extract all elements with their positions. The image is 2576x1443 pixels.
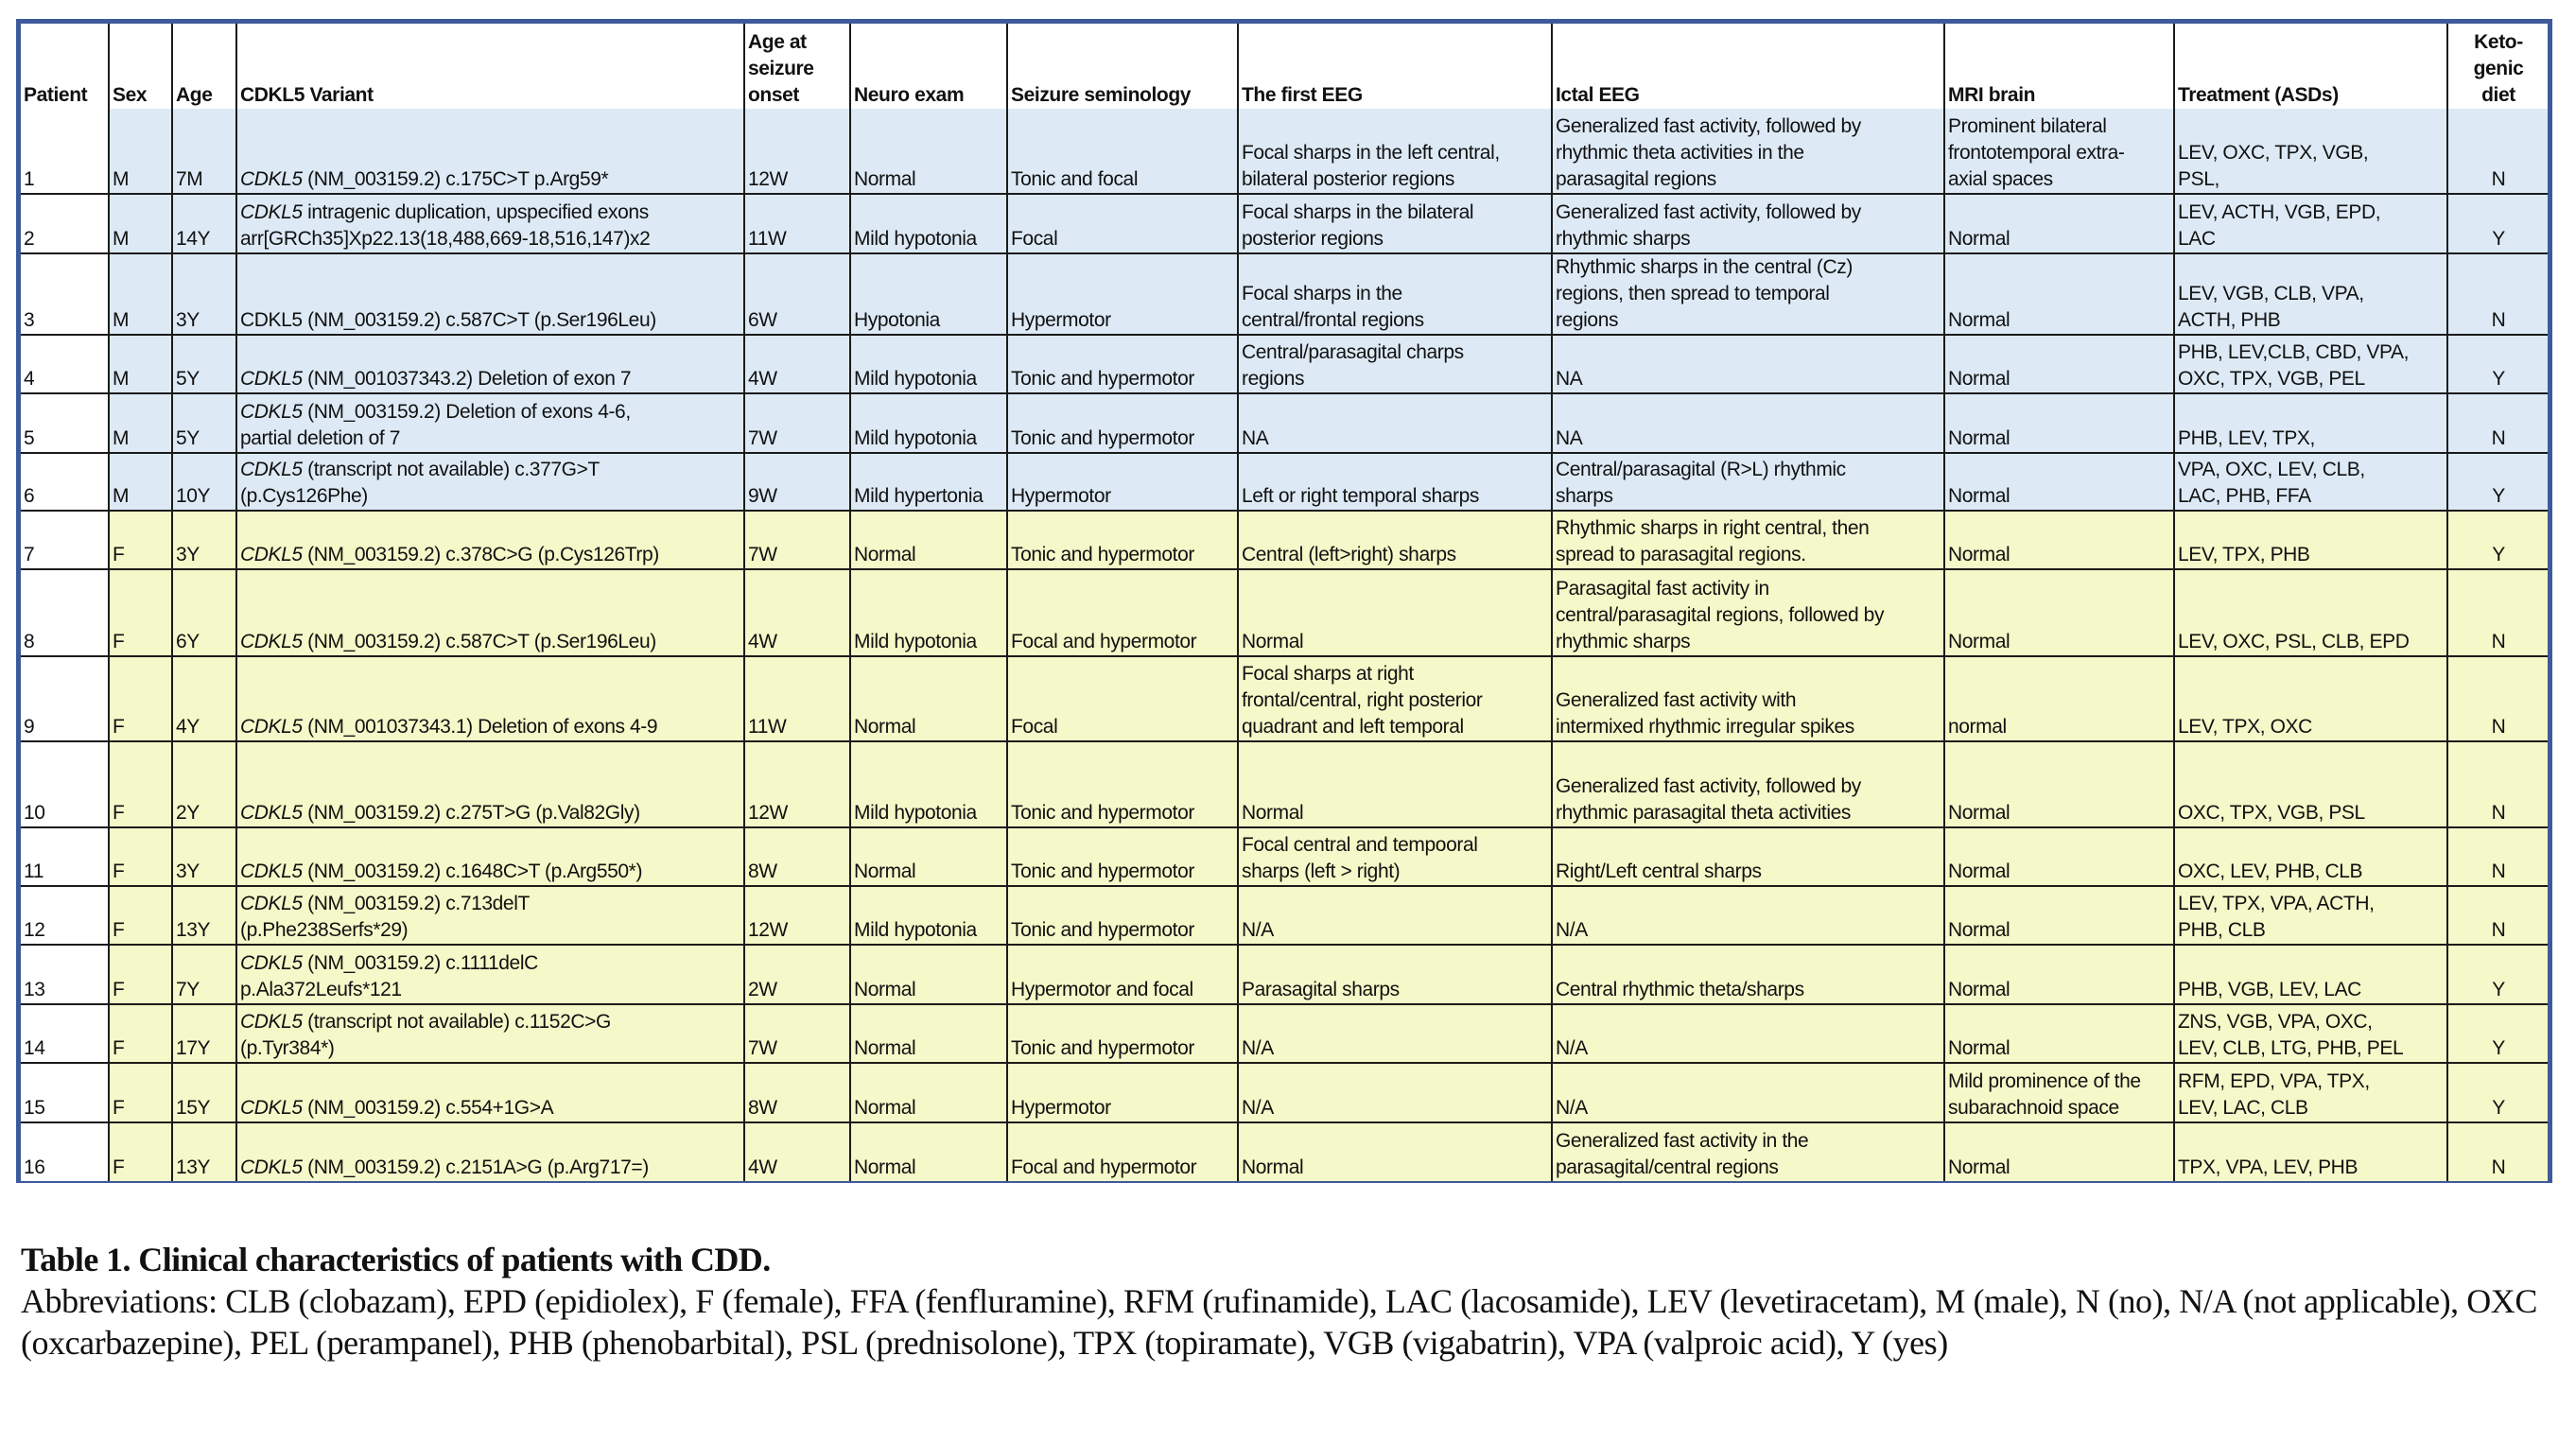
cell-treatment: PHB, VGB, LEV, LAC: [2174, 945, 2447, 1004]
cell-ictal-eeg: Generalized fast activity, followed by rhythmic sharps: [1552, 194, 1944, 253]
cell-mri-brain: Normal: [1944, 335, 2174, 393]
cell-treatment: RFM, EPD, VPA, TPX, LEV, LAC, CLB: [2174, 1063, 2447, 1122]
cell-cdkl5-variant: [236, 656, 744, 741]
cell-treatment: OXC, TPX, VGB, PSL: [2174, 741, 2447, 827]
cell-age-at-onset: 12W: [744, 741, 850, 827]
cell-ictal-eeg: Rhythmic sharps in the central (Cz) regions, then spread to temporal regions: [1552, 253, 1944, 335]
header-ictal-eeg: Ictal EEG: [1552, 24, 1944, 109]
cell-age: 13Y: [172, 1122, 236, 1181]
cell-cdkl5-variant: [236, 569, 744, 656]
cell-seizure-seminology: Hypermotor and focal: [1007, 945, 1238, 1004]
cell-ketogenic-diet: N: [2447, 656, 2548, 741]
variant-detail: (NM_001037343.2) Deletion of exon 7: [302, 368, 632, 390]
cell-age-at-onset: 7W: [744, 393, 850, 453]
cell-seizure-seminology: Focal: [1007, 656, 1238, 741]
cell-cdkl5-variant: [236, 827, 744, 886]
table-row: [21, 335, 2548, 393]
cell-age: 6Y: [172, 569, 236, 656]
cell-cdkl5-variant: [236, 253, 744, 335]
cell-cdkl5-variant: [236, 393, 744, 453]
table-row: [21, 393, 2548, 453]
cell-age-at-onset: 4W: [744, 335, 850, 393]
cell-age: 5Y: [172, 393, 236, 453]
cell-age: 13Y: [172, 886, 236, 945]
cell-ictal-eeg: Central rhythmic theta/sharps: [1552, 945, 1944, 1004]
cell-age: 7M: [172, 109, 236, 194]
variant-detail: (NM_003159.2) c.587C>T (p.Ser196Leu): [302, 631, 656, 652]
cell-neuro-exam: Hypotonia: [850, 253, 1007, 335]
cell-mri-brain: Normal: [1944, 194, 2174, 253]
variant-detail: (NM_001037343.1) Deletion of exons 4-9: [302, 716, 658, 738]
cell-first-eeg: NA: [1238, 393, 1552, 453]
gene-name: CDKL5: [240, 401, 303, 423]
cell-patient: 2: [21, 194, 109, 253]
cell-ketogenic-diet: N: [2447, 741, 2548, 827]
caption-abbreviations: Abbreviations: CLB (clobazam), EPD (epidiolex), F (female), FFA (fenfluramine), RFM (rufinamide), LAC (lacosamide), LEV (levetiracetam), M (male), N (no), N/A (not applicable), OXC (oxcarbazepine), PEL (perampanel), PHB (phenobarbital), PSL (prednisolone), TPX (topiramate), VGB (vigabatrin), VPA (valproic acid), Y (yes): [21, 1282, 2537, 1362]
cell-sex: M: [109, 393, 172, 453]
cell-seizure-seminology: Hypermotor: [1007, 1063, 1238, 1122]
cell-age-at-onset: 12W: [744, 886, 850, 945]
cell-neuro-exam: Normal: [850, 109, 1007, 194]
gene-name: CDKL5: [240, 544, 303, 565]
cell-neuro-exam: Normal: [850, 511, 1007, 569]
cell-treatment: ZNS, VGB, VPA, OXC, LEV, CLB, LTG, PHB, PEL: [2174, 1004, 2447, 1063]
cell-age: 10Y: [172, 453, 236, 511]
cell-sex: F: [109, 827, 172, 886]
cell-first-eeg: Normal: [1238, 1122, 1552, 1181]
cell-ictal-eeg: Generalized fast activity, followed by rhythmic theta activities in the parasagital regions: [1552, 109, 1944, 194]
cell-cdkl5-variant: [236, 1063, 744, 1122]
cell-patient: 5: [21, 393, 109, 453]
cell-ketogenic-diet: Y: [2447, 511, 2548, 569]
cell-mri-brain: Normal: [1944, 945, 2174, 1004]
cell-sex: M: [109, 109, 172, 194]
table-row: [21, 945, 2548, 1004]
cell-mri-brain: Normal: [1944, 1004, 2174, 1063]
cell-treatment: VPA, OXC, LEV, CLB, LAC, PHB, FFA: [2174, 453, 2447, 511]
header-treatment: Treatment (ASDs): [2174, 24, 2447, 109]
cell-ketogenic-diet: Y: [2447, 194, 2548, 253]
cell-seizure-seminology: Focal: [1007, 194, 1238, 253]
cell-ictal-eeg: N/A: [1552, 886, 1944, 945]
cell-treatment: LEV, TPX, VPA, ACTH, PHB, CLB: [2174, 886, 2447, 945]
cell-patient: 3: [21, 253, 109, 335]
variant-detail: CDKL5 (NM_003159.2) c.587C>T (p.Ser196Leu): [240, 309, 656, 331]
cell-patient: 1: [21, 109, 109, 194]
cell-first-eeg: N/A: [1238, 1063, 1552, 1122]
cell-neuro-exam: Mild hypotonia: [850, 194, 1007, 253]
variant-detail: (NM_003159.2) c.713delT (p.Phe238Serfs*29): [240, 893, 530, 941]
cell-age: 5Y: [172, 335, 236, 393]
cell-cdkl5-variant: [236, 741, 744, 827]
cell-mri-brain: Normal: [1944, 453, 2174, 511]
cell-seizure-seminology: Tonic and hypermotor: [1007, 886, 1238, 945]
cell-cdkl5-variant: [236, 945, 744, 1004]
cell-first-eeg: Focal sharps in the bilateral posterior regions: [1238, 194, 1552, 253]
cell-first-eeg: Focal central and tempooral sharps (left > right): [1238, 827, 1552, 886]
cell-seizure-seminology: Hypermotor: [1007, 453, 1238, 511]
cell-mri-brain: Normal: [1944, 886, 2174, 945]
header-row: [21, 24, 2548, 109]
variant-detail: (NM_003159.2) c.1648C>T (p.Arg550*): [302, 861, 643, 882]
gene-name: CDKL5: [240, 716, 303, 738]
cell-ketogenic-diet: Y: [2447, 1004, 2548, 1063]
cell-patient: 8: [21, 569, 109, 656]
cell-age-at-onset: 9W: [744, 453, 850, 511]
cell-neuro-exam: Normal: [850, 827, 1007, 886]
cell-neuro-exam: Mild hypotonia: [850, 393, 1007, 453]
variant-detail: (NM_003159.2) c.275T>G (p.Val82Gly): [302, 802, 640, 824]
cell-seizure-seminology: Tonic and hypermotor: [1007, 827, 1238, 886]
table-row: [21, 827, 2548, 886]
cell-ictal-eeg: N/A: [1552, 1004, 1944, 1063]
cell-ictal-eeg: NA: [1552, 393, 1944, 453]
cell-age: 17Y: [172, 1004, 236, 1063]
cell-neuro-exam: Mild hypertonia: [850, 453, 1007, 511]
cell-seizure-seminology: Tonic and hypermotor: [1007, 1004, 1238, 1063]
variant-detail: intragenic duplication, upspecified exons arr[GRCh35]Xp22.13(18,488,669-18,516,147)x2: [240, 201, 651, 250]
cell-first-eeg: N/A: [1238, 1004, 1552, 1063]
header-sex: Sex: [109, 24, 172, 109]
gene-name: CDKL5: [240, 168, 303, 190]
cell-sex: F: [109, 511, 172, 569]
cell-sex: F: [109, 741, 172, 827]
cell-sex: M: [109, 194, 172, 253]
cell-age: 3Y: [172, 827, 236, 886]
cell-cdkl5-variant: [236, 1004, 744, 1063]
cell-sex: F: [109, 1063, 172, 1122]
cell-first-eeg: Parasagital sharps: [1238, 945, 1552, 1004]
variant-detail: (NM_003159.2) c.378C>G (p.Cys126Trp): [302, 544, 659, 565]
cell-patient: 10: [21, 741, 109, 827]
cell-cdkl5-variant: [236, 335, 744, 393]
cell-patient: 4: [21, 335, 109, 393]
header-cdkl5-variant: CDKL5 Variant: [236, 24, 744, 109]
cell-age: 2Y: [172, 741, 236, 827]
cell-first-eeg: Focal sharps in the left central, bilateral posterior regions: [1238, 109, 1552, 194]
cell-ictal-eeg: Central/parasagital (R>L) rhythmic sharps: [1552, 453, 1944, 511]
cell-seizure-seminology: Tonic and focal: [1007, 109, 1238, 194]
table-row: [21, 741, 2548, 827]
cell-ketogenic-diet: Y: [2447, 1063, 2548, 1122]
table-body: [21, 109, 2548, 1181]
variant-detail: (NM_003159.2) c.175C>T p.Arg59*: [302, 168, 609, 190]
cell-age: 14Y: [172, 194, 236, 253]
gene-name: CDKL5: [240, 201, 303, 223]
cell-age-at-onset: 7W: [744, 1004, 850, 1063]
cell-cdkl5-variant: [236, 109, 744, 194]
cell-cdkl5-variant: [236, 453, 744, 511]
gene-name: CDKL5: [240, 802, 303, 824]
cell-sex: F: [109, 1122, 172, 1181]
cell-seizure-seminology: Tonic and hypermotor: [1007, 741, 1238, 827]
cell-first-eeg: N/A: [1238, 886, 1552, 945]
cell-ketogenic-diet: N: [2447, 1122, 2548, 1181]
cell-treatment: OXC, LEV, PHB, CLB: [2174, 827, 2447, 886]
cell-mri-brain: Normal: [1944, 511, 2174, 569]
cell-treatment: LEV, ACTH, VGB, EPD, LAC: [2174, 194, 2447, 253]
cell-sex: F: [109, 569, 172, 656]
cell-ictal-eeg: Generalized fast activity in the parasagital/central regions: [1552, 1122, 1944, 1181]
cell-ictal-eeg: Generalized fast activity with intermixed rhythmic irregular spikes: [1552, 656, 1944, 741]
table-row: [21, 1004, 2548, 1063]
cell-mri-brain: Normal: [1944, 827, 2174, 886]
cell-age-at-onset: 4W: [744, 569, 850, 656]
cell-age-at-onset: 11W: [744, 194, 850, 253]
cell-age-at-onset: 12W: [744, 109, 850, 194]
caption-title: Table 1. Clinical characteristics of patients with CDD.: [21, 1241, 771, 1278]
cell-age: 15Y: [172, 1063, 236, 1122]
cell-neuro-exam: Mild hypotonia: [850, 569, 1007, 656]
cell-age-at-onset: 4W: [744, 1122, 850, 1181]
gene-name: CDKL5: [240, 1097, 303, 1119]
cell-ictal-eeg: Parasagital fast activity in central/parasagital regions, followed by rhythmic sharps: [1552, 569, 1944, 656]
gene-name: CDKL5: [240, 631, 303, 652]
cell-patient: 7: [21, 511, 109, 569]
cell-sex: M: [109, 453, 172, 511]
cell-age: 4Y: [172, 656, 236, 741]
cell-treatment: LEV, TPX, PHB: [2174, 511, 2447, 569]
cell-ketogenic-diet: Y: [2447, 335, 2548, 393]
cell-cdkl5-variant: [236, 1122, 744, 1181]
table-row: [21, 253, 2548, 335]
gene-name: CDKL5: [240, 1156, 303, 1178]
header-patient: Patient: [21, 24, 109, 109]
cell-mri-brain: Mild prominence of the subarachnoid space: [1944, 1063, 2174, 1122]
variant-detail: (NM_003159.2) c.1111delC p.Ala372Leufs*121: [240, 952, 538, 1000]
cell-mri-brain: Prominent bilateral frontotemporal extra- axial spaces: [1944, 109, 2174, 194]
cell-first-eeg: Focal sharps in the central/frontal regions: [1238, 253, 1552, 335]
gene-name: CDKL5: [240, 368, 303, 390]
cell-first-eeg: Focal sharps at right frontal/central, right posterior quadrant and left temporal: [1238, 656, 1552, 741]
variant-detail: (NM_003159.2) Deletion of exons 4-6, partial deletion of 7: [240, 401, 631, 449]
cell-patient: 12: [21, 886, 109, 945]
cell-ketogenic-diet: N: [2447, 827, 2548, 886]
cell-ictal-eeg: Generalized fast activity, followed by rhythmic parasagital theta activities: [1552, 741, 1944, 827]
clinical-characteristics-table: [21, 24, 2548, 1181]
cell-sex: M: [109, 253, 172, 335]
cell-ictal-eeg: NA: [1552, 335, 1944, 393]
cell-treatment: TPX, VPA, LEV, PHB: [2174, 1122, 2447, 1181]
table-row: [21, 886, 2548, 945]
cell-treatment: PHB, LEV,CLB, CBD, VPA, OXC, TPX, VGB, PEL: [2174, 335, 2447, 393]
cell-patient: 16: [21, 1122, 109, 1181]
cell-age-at-onset: 8W: [744, 1063, 850, 1122]
clinical-table-frame: [16, 19, 2552, 1183]
cell-mri-brain: Normal: [1944, 393, 2174, 453]
header-first-eeg: The first EEG: [1238, 24, 1552, 109]
cell-sex: F: [109, 886, 172, 945]
cell-ketogenic-diet: N: [2447, 109, 2548, 194]
table-row: [21, 569, 2548, 656]
cell-neuro-exam: Normal: [850, 656, 1007, 741]
cell-seizure-seminology: Focal and hypermotor: [1007, 1122, 1238, 1181]
gene-name: CDKL5: [240, 952, 303, 974]
cell-patient: 14: [21, 1004, 109, 1063]
cell-ketogenic-diet: Y: [2447, 453, 2548, 511]
cell-neuro-exam: Normal: [850, 1004, 1007, 1063]
cell-ketogenic-diet: Y: [2447, 945, 2548, 1004]
variant-detail: (transcript not available) c.1152C>G (p.Tyr384*): [240, 1011, 611, 1059]
cell-patient: 9: [21, 656, 109, 741]
cell-mri-brain: normal: [1944, 656, 2174, 741]
cell-ketogenic-diet: N: [2447, 393, 2548, 453]
cell-neuro-exam: Normal: [850, 1122, 1007, 1181]
cell-ketogenic-diet: N: [2447, 253, 2548, 335]
cell-patient: 11: [21, 827, 109, 886]
cell-age-at-onset: 2W: [744, 945, 850, 1004]
header-seizure-seminology: Seizure seminology: [1007, 24, 1238, 109]
cell-cdkl5-variant: [236, 511, 744, 569]
cell-ketogenic-diet: N: [2447, 886, 2548, 945]
cell-cdkl5-variant: [236, 886, 744, 945]
cell-patient: 15: [21, 1063, 109, 1122]
cell-patient: 13: [21, 945, 109, 1004]
table-row: [21, 453, 2548, 511]
cell-treatment: LEV, TPX, OXC: [2174, 656, 2447, 741]
cell-seizure-seminology: Tonic and hypermotor: [1007, 335, 1238, 393]
variant-detail: (NM_003159.2) c.554+1G>A: [302, 1097, 554, 1119]
table-row: [21, 656, 2548, 741]
gene-name: CDKL5: [240, 893, 303, 914]
cell-first-eeg: Normal: [1238, 569, 1552, 656]
cell-neuro-exam: Mild hypotonia: [850, 886, 1007, 945]
cell-ictal-eeg: Rhythmic sharps in right central, then spread to parasagital regions.: [1552, 511, 1944, 569]
header-mri-brain: MRI brain: [1944, 24, 2174, 109]
cell-treatment: PHB, LEV, TPX,: [2174, 393, 2447, 453]
cell-sex: F: [109, 1004, 172, 1063]
cell-ictal-eeg: Right/Left central sharps: [1552, 827, 1944, 886]
cell-ketogenic-diet: N: [2447, 569, 2548, 656]
cell-cdkl5-variant: [236, 194, 744, 253]
header-neuro-exam: Neuro exam: [850, 24, 1007, 109]
variant-detail: (transcript not available) c.377G>T (p.Cys126Phe): [240, 459, 600, 507]
cell-mri-brain: Normal: [1944, 253, 2174, 335]
cell-age-at-onset: 8W: [744, 827, 850, 886]
header-age-at-seizure-onset: Age at seizure onset: [744, 24, 850, 109]
cell-ictal-eeg: N/A: [1552, 1063, 1944, 1122]
table-row: [21, 511, 2548, 569]
cell-age: 7Y: [172, 945, 236, 1004]
cell-sex: F: [109, 945, 172, 1004]
cell-age-at-onset: 6W: [744, 253, 850, 335]
cell-neuro-exam: Normal: [850, 945, 1007, 1004]
gene-name: CDKL5: [240, 459, 303, 480]
cell-neuro-exam: Mild hypotonia: [850, 335, 1007, 393]
cell-seizure-seminology: Focal and hypermotor: [1007, 569, 1238, 656]
cell-sex: F: [109, 656, 172, 741]
cell-mri-brain: Normal: [1944, 741, 2174, 827]
gene-name: CDKL5: [240, 1011, 303, 1033]
table-row: [21, 109, 2548, 194]
cell-age-at-onset: 11W: [744, 656, 850, 741]
table-row: [21, 1063, 2548, 1122]
table-caption: [21, 1239, 2565, 1364]
header-age: Age: [172, 24, 236, 109]
cell-patient: 6: [21, 453, 109, 511]
cell-sex: M: [109, 335, 172, 393]
cell-mri-brain: Normal: [1944, 1122, 2174, 1181]
cell-treatment: LEV, OXC, TPX, VGB, PSL,: [2174, 109, 2447, 194]
cell-age: 3Y: [172, 511, 236, 569]
cell-neuro-exam: Mild hypotonia: [850, 741, 1007, 827]
cell-treatment: LEV, OXC, PSL, CLB, EPD: [2174, 569, 2447, 656]
cell-treatment: LEV, VGB, CLB, VPA, ACTH, PHB: [2174, 253, 2447, 335]
cell-seizure-seminology: Hypermotor: [1007, 253, 1238, 335]
cell-first-eeg: Central/parasagital charps regions: [1238, 335, 1552, 393]
table-row: [21, 194, 2548, 253]
cell-age: 3Y: [172, 253, 236, 335]
table-row: [21, 1122, 2548, 1181]
cell-seizure-seminology: Tonic and hypermotor: [1007, 511, 1238, 569]
cell-mri-brain: Normal: [1944, 569, 2174, 656]
cell-first-eeg: Normal: [1238, 741, 1552, 827]
cell-age-at-onset: 7W: [744, 511, 850, 569]
cell-first-eeg: Left or right temporal sharps: [1238, 453, 1552, 511]
variant-detail: (NM_003159.2) c.2151A>G (p.Arg717=): [302, 1156, 649, 1178]
gene-name: CDKL5: [240, 861, 303, 882]
cell-first-eeg: Central (left>right) sharps: [1238, 511, 1552, 569]
cell-seizure-seminology: Tonic and hypermotor: [1007, 393, 1238, 453]
header-ketogenic-diet: Keto- genic diet: [2447, 24, 2548, 109]
cell-neuro-exam: Normal: [850, 1063, 1007, 1122]
